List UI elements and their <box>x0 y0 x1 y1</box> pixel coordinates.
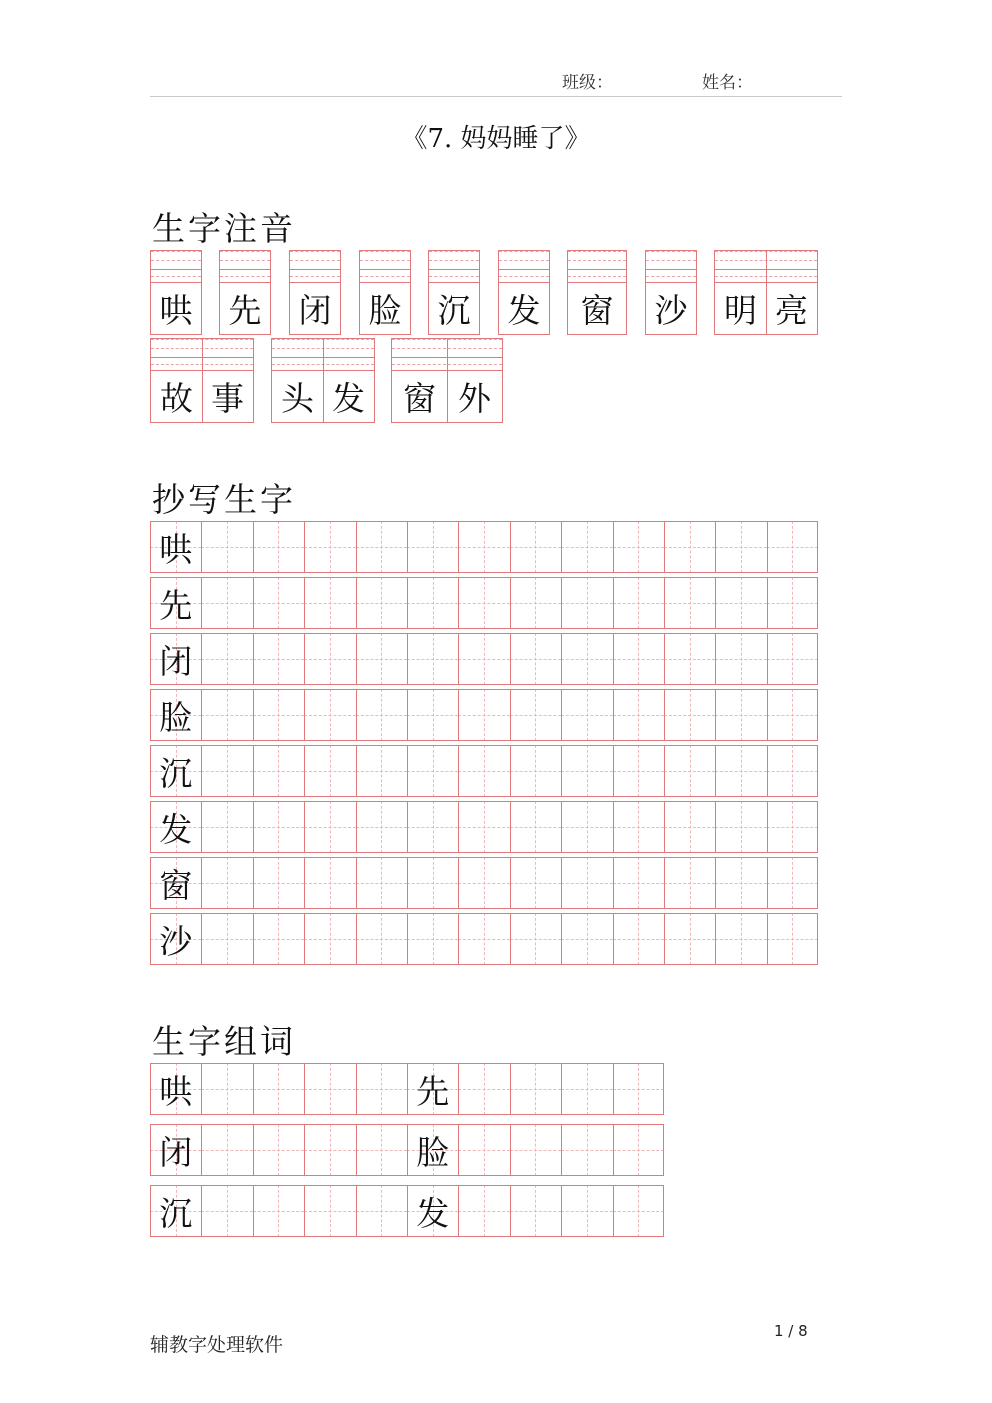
pinyin-character: 哄 <box>159 291 193 330</box>
writing-cell[interactable] <box>304 689 355 741</box>
pinyin-character: 窗 <box>403 379 436 418</box>
pinyin-character: 故 <box>160 379 193 418</box>
writing-cell[interactable] <box>561 633 612 685</box>
writing-cell[interactable] <box>561 689 612 741</box>
pinyin-character: 事 <box>211 379 244 418</box>
writing-cell[interactable] <box>458 857 509 909</box>
pinyin-writing-lines[interactable] <box>151 251 201 283</box>
copy-row <box>150 801 818 853</box>
writing-cell[interactable] <box>458 1185 509 1237</box>
writing-cell[interactable] <box>561 857 612 909</box>
word-row <box>150 1185 664 1237</box>
writing-cell[interactable] <box>510 745 561 797</box>
writing-cell[interactable] <box>613 913 664 965</box>
model-character-cell <box>150 1124 201 1176</box>
writing-cell[interactable] <box>767 577 818 629</box>
writing-cell[interactable] <box>510 689 561 741</box>
writing-cell[interactable] <box>613 577 664 629</box>
writing-cell[interactable] <box>458 633 509 685</box>
writing-cell[interactable] <box>253 1124 304 1176</box>
writing-cell[interactable] <box>356 689 407 741</box>
writing-cell[interactable] <box>407 801 458 853</box>
writing-cell[interactable] <box>561 1124 612 1176</box>
writing-cell[interactable] <box>767 521 818 573</box>
writing-cell[interactable] <box>304 1185 355 1237</box>
writing-cell[interactable] <box>458 745 509 797</box>
writing-cell[interactable] <box>561 521 612 573</box>
pinyin-character: 沙 <box>654 291 688 330</box>
writing-cell[interactable] <box>458 521 509 573</box>
writing-cell[interactable] <box>613 745 664 797</box>
writing-cell[interactable] <box>767 801 818 853</box>
writing-cell[interactable] <box>458 1124 509 1176</box>
writing-cell[interactable] <box>613 1124 664 1176</box>
model-character-cell <box>407 1124 458 1176</box>
writing-cell[interactable] <box>304 521 355 573</box>
writing-cell[interactable] <box>715 577 766 629</box>
model-character: 闭 <box>159 641 193 681</box>
section-pinyin-heading: 生字注音 <box>152 209 296 248</box>
model-character-cell <box>150 857 201 909</box>
pinyin-character: 沉 <box>437 291 471 330</box>
pinyin-group <box>271 338 375 423</box>
page-title: 《7. 妈妈睡了》 <box>401 124 591 154</box>
pinyin-group <box>391 338 503 423</box>
writing-cell[interactable] <box>561 1185 612 1237</box>
writing-cell[interactable] <box>664 633 715 685</box>
pinyin-writing-lines[interactable] <box>646 251 696 283</box>
writing-cell[interactable] <box>510 857 561 909</box>
pinyin-group <box>150 250 202 335</box>
copy-row <box>150 633 818 685</box>
model-character: 脸 <box>416 1132 450 1172</box>
writing-cell[interactable] <box>715 521 766 573</box>
word-row <box>150 1124 664 1176</box>
model-character: 脸 <box>159 697 193 737</box>
writing-cell[interactable] <box>613 857 664 909</box>
pinyin-writing-lines[interactable] <box>429 251 479 283</box>
writing-cell[interactable] <box>201 913 252 965</box>
model-character-cell <box>150 689 201 741</box>
writing-cell[interactable] <box>407 857 458 909</box>
writing-cell[interactable] <box>715 633 766 685</box>
writing-cell[interactable] <box>253 633 304 685</box>
writing-cell[interactable] <box>510 633 561 685</box>
writing-cell[interactable] <box>253 857 304 909</box>
copy-row <box>150 913 818 965</box>
writing-cell[interactable] <box>458 577 509 629</box>
writing-cell[interactable] <box>356 745 407 797</box>
writing-cell[interactable] <box>356 913 407 965</box>
writing-cell[interactable] <box>304 857 355 909</box>
writing-cell[interactable] <box>458 1063 509 1115</box>
writing-cell[interactable] <box>664 689 715 741</box>
writing-cell[interactable] <box>407 577 458 629</box>
writing-cell[interactable] <box>613 633 664 685</box>
model-character-cell <box>150 913 201 965</box>
writing-cell[interactable] <box>510 913 561 965</box>
pinyin-group <box>567 250 627 335</box>
pinyin-character: 头 <box>281 379 314 418</box>
model-character: 先 <box>159 585 193 625</box>
writing-cell[interactable] <box>458 913 509 965</box>
writing-cell[interactable] <box>767 913 818 965</box>
writing-cell[interactable] <box>304 745 355 797</box>
pinyin-character: 闭 <box>298 291 332 330</box>
section-copy-heading: 抄写生字 <box>152 480 296 519</box>
writing-cell[interactable] <box>407 689 458 741</box>
copy-row <box>150 745 818 797</box>
name-label: 姓名： <box>702 73 753 93</box>
writing-cell[interactable] <box>253 1063 304 1115</box>
writing-cell[interactable] <box>407 745 458 797</box>
writing-cell[interactable] <box>767 857 818 909</box>
writing-cell[interactable] <box>510 1185 561 1237</box>
model-character-cell <box>150 633 201 685</box>
writing-cell[interactable] <box>613 1063 664 1115</box>
writing-cell[interactable] <box>253 521 304 573</box>
writing-cell[interactable] <box>356 577 407 629</box>
writing-cell[interactable] <box>201 689 252 741</box>
writing-cell[interactable] <box>201 1063 252 1115</box>
writing-cell[interactable] <box>715 857 766 909</box>
copy-row <box>150 689 818 741</box>
header-divider <box>150 96 842 97</box>
writing-cell[interactable] <box>767 633 818 685</box>
writing-cell[interactable] <box>201 1124 252 1176</box>
model-character-cell <box>150 577 201 629</box>
writing-cell[interactable] <box>304 577 355 629</box>
model-character: 沉 <box>159 753 193 793</box>
writing-cell[interactable] <box>304 1063 355 1115</box>
writing-cell[interactable] <box>201 745 252 797</box>
writing-cell[interactable] <box>664 913 715 965</box>
page-number: 1 / 8 <box>774 1322 808 1340</box>
model-character: 哄 <box>159 529 193 569</box>
pinyin-character: 明 <box>724 291 757 330</box>
footer-software-name: 辅教字处理软件 <box>150 1334 284 1356</box>
writing-cell[interactable] <box>664 857 715 909</box>
pinyin-group <box>150 338 254 423</box>
writing-cell[interactable] <box>510 521 561 573</box>
writing-cell[interactable] <box>201 1185 252 1237</box>
model-character: 发 <box>159 809 193 849</box>
pinyin-character: 先 <box>228 291 262 330</box>
writing-cell[interactable] <box>510 1063 561 1115</box>
pinyin-group <box>645 250 697 335</box>
writing-cell[interactable] <box>407 913 458 965</box>
pinyin-writing-lines[interactable] <box>220 251 270 283</box>
pinyin-group <box>359 250 411 335</box>
pinyin-group <box>714 250 818 335</box>
writing-cell[interactable] <box>304 1124 355 1176</box>
writing-cell[interactable] <box>561 577 612 629</box>
word-row <box>150 1063 664 1115</box>
writing-cell[interactable] <box>253 577 304 629</box>
writing-cell[interactable] <box>613 801 664 853</box>
model-character: 窗 <box>159 865 193 905</box>
writing-cell[interactable] <box>304 633 355 685</box>
writing-cell[interactable] <box>253 801 304 853</box>
writing-cell[interactable] <box>458 689 509 741</box>
pinyin-writing-lines[interactable] <box>360 251 410 283</box>
model-character-cell <box>150 1185 201 1237</box>
writing-cell[interactable] <box>613 521 664 573</box>
writing-cell[interactable] <box>253 689 304 741</box>
pinyin-group <box>289 250 341 335</box>
model-character: 哄 <box>159 1071 193 1111</box>
pinyin-group <box>219 250 271 335</box>
writing-cell[interactable] <box>201 577 252 629</box>
pinyin-character: 窗 <box>580 291 614 330</box>
model-character: 沙 <box>159 921 193 961</box>
writing-cell[interactable] <box>510 1124 561 1176</box>
writing-cell[interactable] <box>253 913 304 965</box>
pinyin-character: 发 <box>332 379 365 418</box>
writing-cell[interactable] <box>201 633 252 685</box>
writing-cell[interactable] <box>356 1124 407 1176</box>
writing-cell[interactable] <box>561 745 612 797</box>
writing-cell[interactable] <box>356 801 407 853</box>
copy-row <box>150 577 818 629</box>
model-character-cell <box>150 801 201 853</box>
writing-cell[interactable] <box>201 801 252 853</box>
writing-cell[interactable] <box>715 689 766 741</box>
writing-cell[interactable] <box>201 857 252 909</box>
pinyin-character: 亮 <box>775 291 808 330</box>
copy-row <box>150 857 818 909</box>
writing-cell[interactable] <box>253 745 304 797</box>
pinyin-group <box>428 250 480 335</box>
pinyin-group <box>498 250 550 335</box>
model-character: 发 <box>416 1193 450 1233</box>
model-character-cell <box>150 521 201 573</box>
class-label: 班级： <box>562 73 613 93</box>
pinyin-character: 脸 <box>368 291 402 330</box>
model-character-cell <box>150 1063 201 1115</box>
writing-cell[interactable] <box>407 633 458 685</box>
copy-row <box>150 521 818 573</box>
writing-cell[interactable] <box>201 521 252 573</box>
model-character: 沉 <box>159 1193 193 1233</box>
writing-cell[interactable] <box>356 1185 407 1237</box>
writing-cell[interactable] <box>664 801 715 853</box>
pinyin-writing-lines[interactable] <box>290 251 340 283</box>
writing-cell[interactable] <box>356 1063 407 1115</box>
writing-cell[interactable] <box>510 577 561 629</box>
model-character-cell <box>407 1063 458 1115</box>
pinyin-character: 外 <box>458 379 491 418</box>
writing-cell[interactable] <box>356 521 407 573</box>
writing-cell[interactable] <box>767 689 818 741</box>
writing-cell[interactable] <box>510 801 561 853</box>
pinyin-character: 发 <box>507 291 541 330</box>
section-words-heading: 生字组词 <box>152 1022 296 1061</box>
writing-cell[interactable] <box>664 521 715 573</box>
writing-cell[interactable] <box>304 801 355 853</box>
pinyin-writing-lines[interactable] <box>568 251 626 283</box>
writing-cell[interactable] <box>304 913 355 965</box>
writing-cell[interactable] <box>715 745 766 797</box>
writing-cell[interactable] <box>356 633 407 685</box>
writing-cell[interactable] <box>767 745 818 797</box>
writing-cell[interactable] <box>613 689 664 741</box>
model-character-cell <box>150 745 201 797</box>
writing-cell[interactable] <box>664 577 715 629</box>
writing-cell[interactable] <box>561 801 612 853</box>
writing-cell[interactable] <box>458 801 509 853</box>
writing-cell[interactable] <box>715 913 766 965</box>
writing-cell[interactable] <box>561 1063 612 1115</box>
writing-cell[interactable] <box>561 913 612 965</box>
model-character: 先 <box>416 1071 450 1111</box>
writing-cell[interactable] <box>407 521 458 573</box>
model-character-cell <box>407 1185 458 1237</box>
pinyin-writing-lines[interactable] <box>499 251 549 283</box>
model-character: 闭 <box>159 1132 193 1172</box>
writing-cell[interactable] <box>356 857 407 909</box>
writing-cell[interactable] <box>664 745 715 797</box>
writing-cell[interactable] <box>253 1185 304 1237</box>
writing-cell[interactable] <box>715 801 766 853</box>
writing-cell[interactable] <box>613 1185 664 1237</box>
